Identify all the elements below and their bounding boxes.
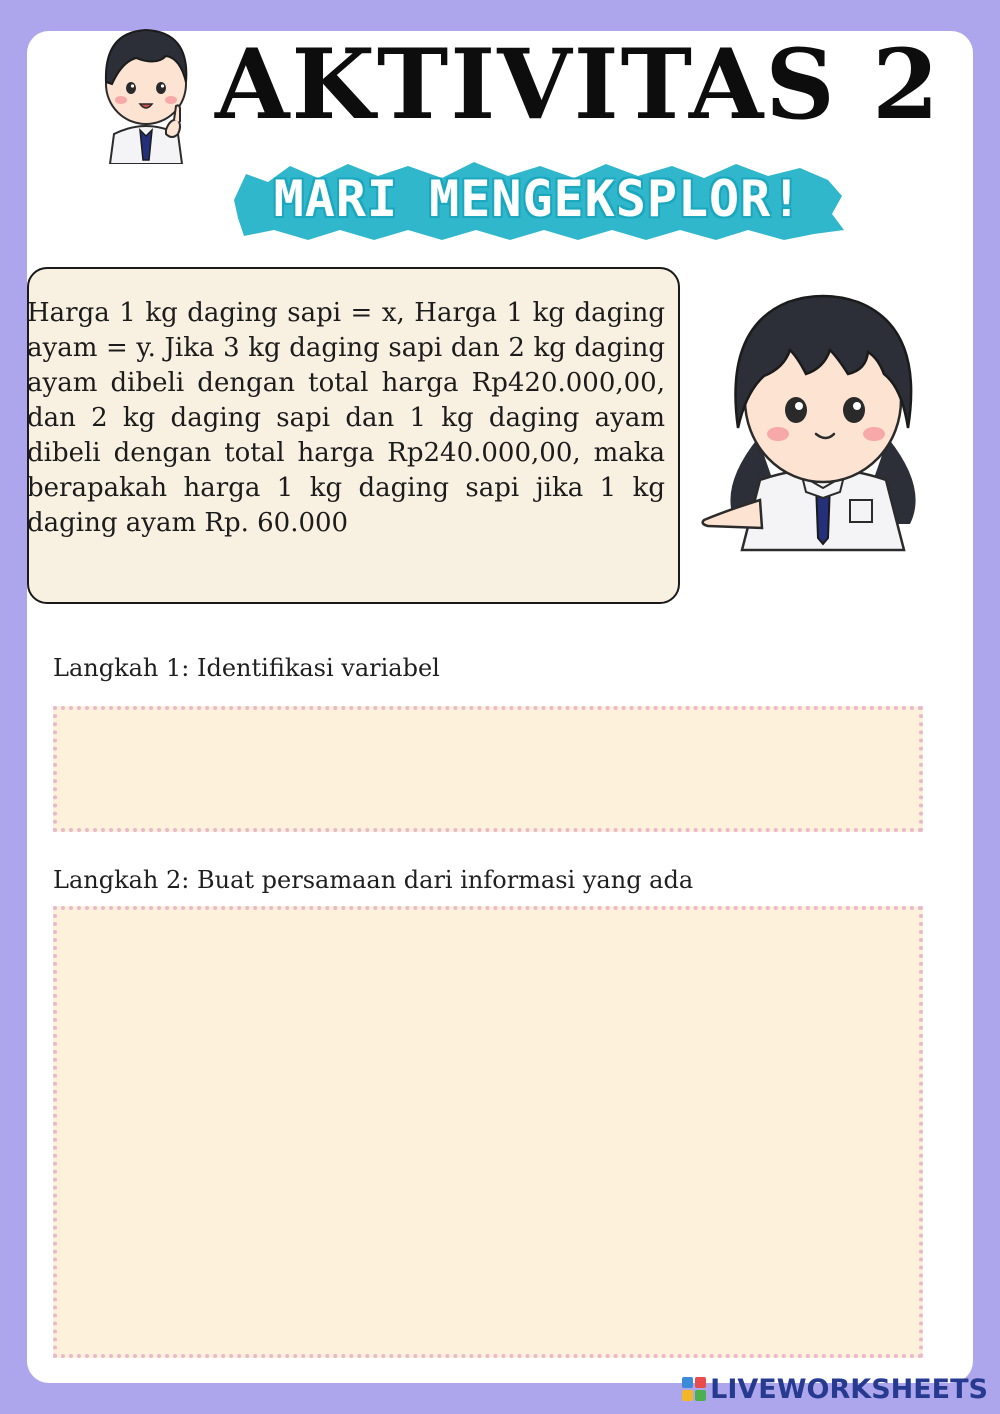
step-2-answer-box[interactable] — [53, 906, 923, 1358]
boy-student-icon — [96, 22, 196, 164]
step-1-label: Langkah 1: Identifikasi variabel — [53, 654, 440, 682]
watermark — [682, 1372, 988, 1406]
subtitle-banner — [228, 160, 848, 242]
step-1-answer-box[interactable] — [53, 706, 923, 832]
watermark-text: LIVEWORKSHEETS — [710, 1373, 988, 1405]
subtitle-text: MARI MENGEKSPLOR! — [273, 170, 803, 228]
question-text: Harga 1 kg daging sapi = x, Harga 1 kg daging ayam = y. Jika 3 kg daging sapi dan 2 kg daging ayam dibeli dengan total harga Rp420.000,00, dan 2 kg daging sapi dan 1 kg daging ayam dibeli dengan total harga Rp240.000,00, maka berapakah harga 1 kg daging sapi jika 1 kg daging ayam Rp. 60.000 — [27, 298, 665, 538]
step-2-label: Langkah 2: Buat persamaan dari informasi yang ada — [53, 866, 694, 894]
page-title: AKTIVITAS 2 — [215, 28, 941, 141]
girl-student-icon — [698, 288, 948, 558]
liveworksheets-logo-icon — [682, 1377, 706, 1401]
